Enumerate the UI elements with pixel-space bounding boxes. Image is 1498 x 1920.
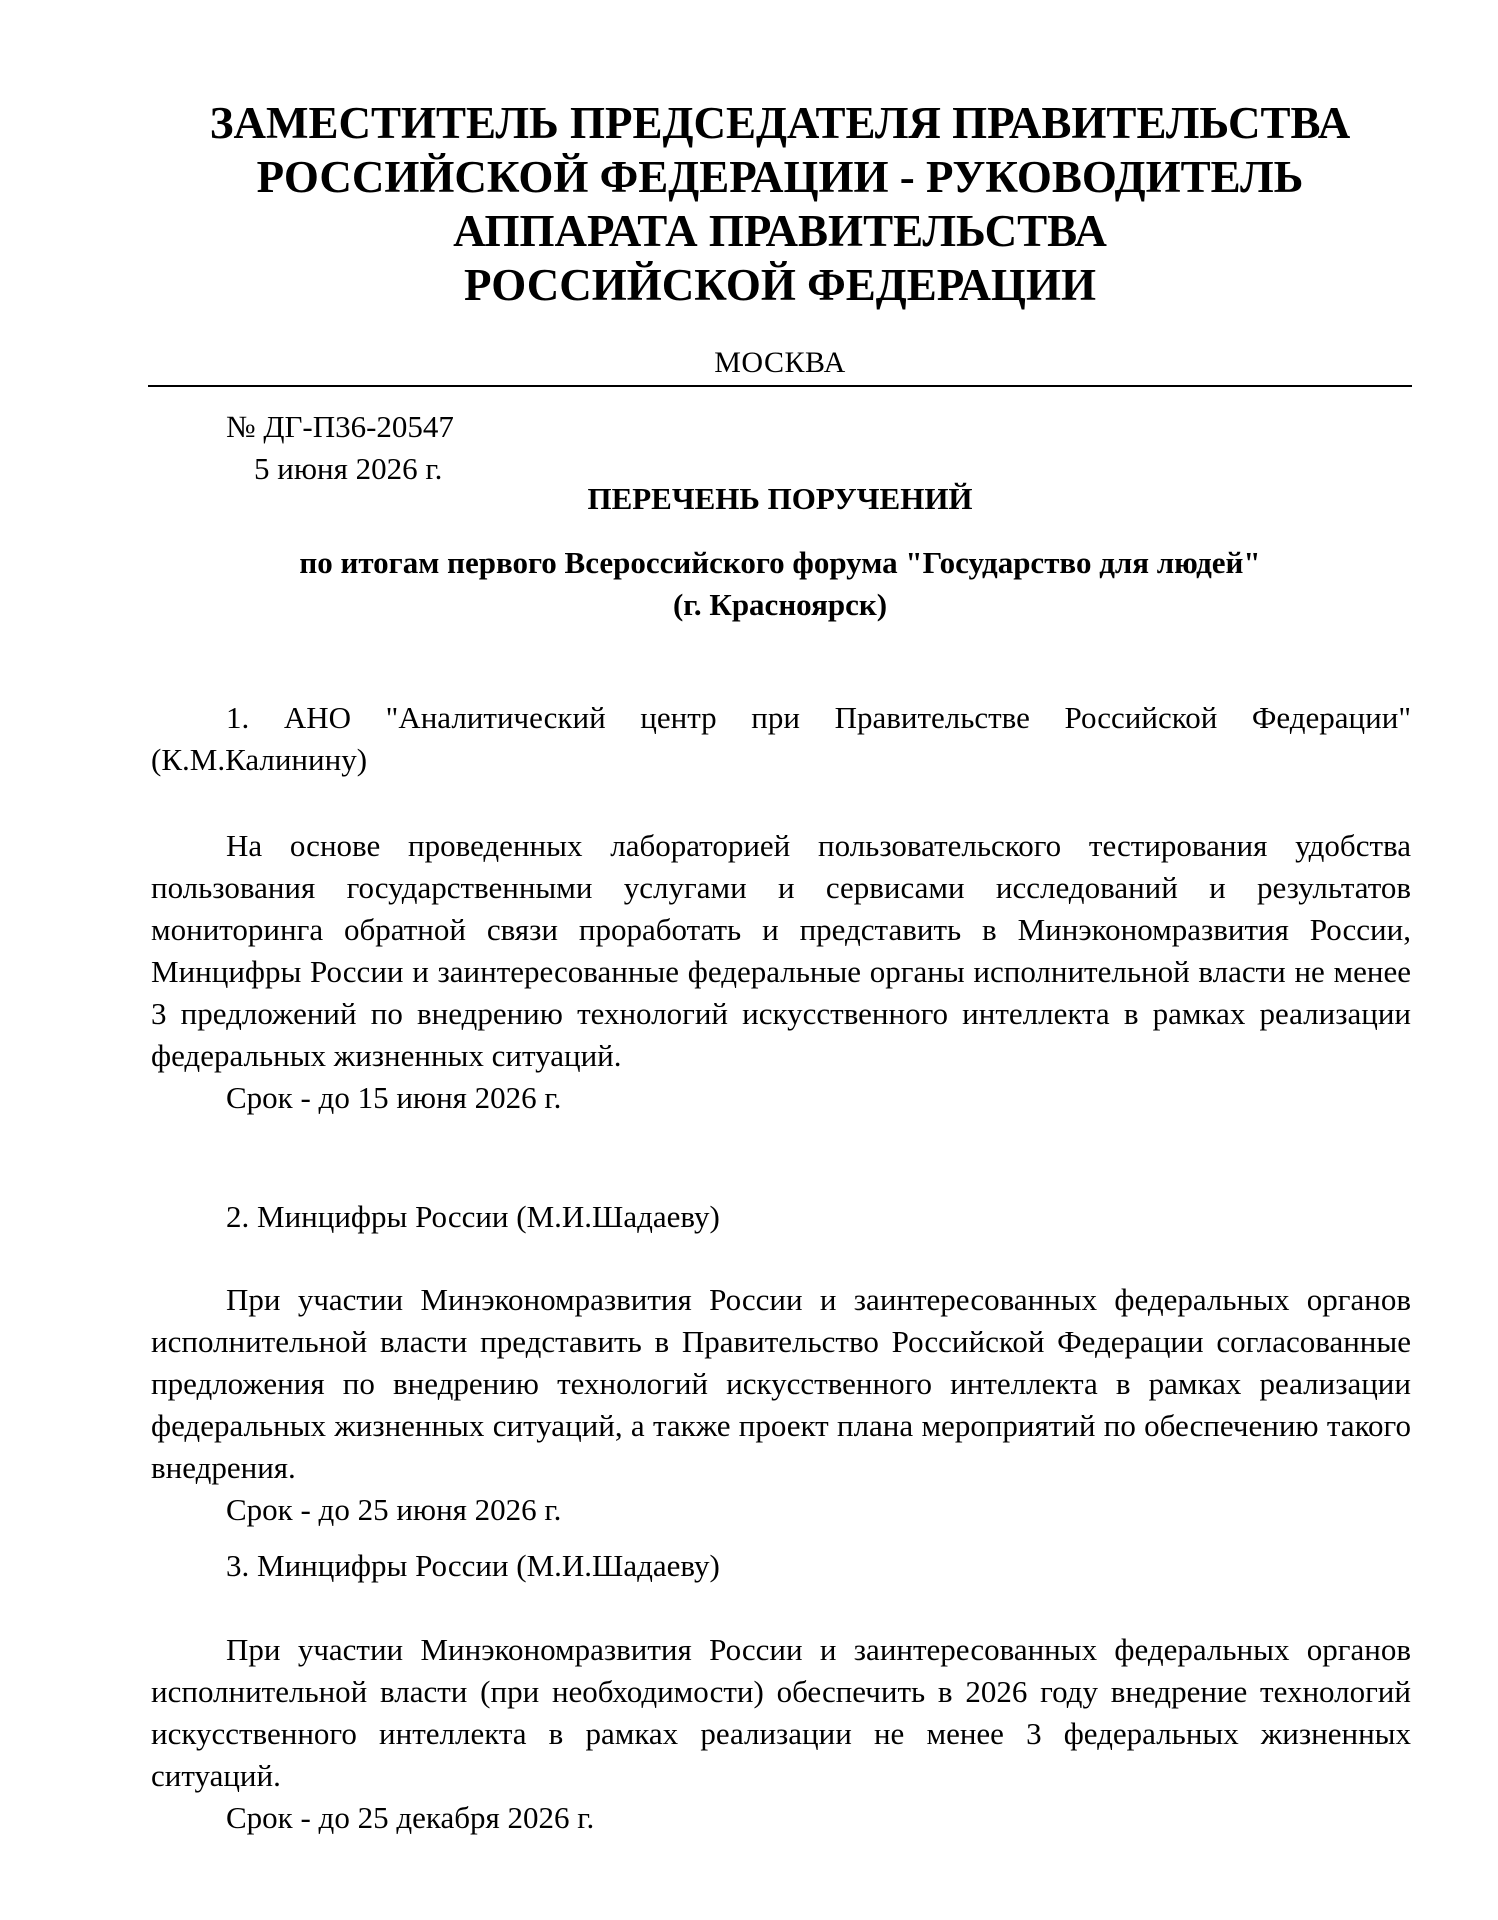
item-3-body bbox=[151, 1629, 1411, 1839]
issuer-header-line: РОССИЙСКОЙ ФЕДЕРАЦИИ - РУКОВОДИТЕЛЬ bbox=[256, 152, 1304, 202]
item-assignee: 3. Минцифры России (М.И.Шадаеву) bbox=[226, 1548, 720, 1583]
item-text: На основе проведенных лабораторией пользовательского тестирования удобства пользования государственными услугами и сервисами исследований и результатов мониторинга обратной связи проработать и представить в Минэкономразвития России, Минцифры России и заинтересованные федеральные органы исполнительной власти не менее 3 предложений по внедрению технологий искусственного интеллекта в рамках реализации федеральных жизненных ситуаций. bbox=[151, 828, 1411, 1073]
item-assignee: 2. Минцифры России (М.И.Шадаеву) bbox=[226, 1199, 720, 1234]
item-assignee: 1. АНО "Аналитический центр при Правительстве Российской Федерации" (К.М.Калинину) bbox=[151, 700, 1411, 777]
item-text: При участии Минэкономразвития России и заинтересованных федеральных органов исполнительной власти представить в Правительство Российской Федерации согласованные предложения по внедрению технологий искусственного интеллекта в рамках реализации федеральных жизненных ситуаций, а также проект плана мероприятий по обеспечению такого внедрения. bbox=[151, 1282, 1411, 1485]
document-title: ПЕРЕЧЕНЬ ПОРУЧЕНИЙ bbox=[587, 481, 973, 516]
item-2-assignee-block bbox=[151, 1196, 1411, 1238]
city-label: МОСКВА bbox=[714, 346, 846, 379]
document-number: № ДГ-П36-20547 bbox=[226, 409, 454, 444]
header-divider bbox=[148, 385, 1412, 387]
issuer-header-line: ЗАМЕСТИТЕЛЬ ПРЕДСЕДАТЕЛЯ ПРАВИТЕЛЬСТВА bbox=[209, 98, 1351, 148]
item-3-assignee-block bbox=[151, 1545, 1411, 1587]
item-1-body bbox=[151, 825, 1411, 1119]
item-text: При участии Минэкономразвития России и заинтересованных федеральных органов исполнительной власти (при необходимости) обеспечить в 2026 году внедрение технологий искусственного интеллекта в рамках реализации не менее 3 федеральных жизненных ситуаций. bbox=[151, 1632, 1411, 1793]
document-subtitle-line: по итогам первого Всероссийского форума "Государство для людей" bbox=[299, 545, 1261, 580]
issuer-header-line: РОССИЙСКОЙ ФЕДЕРАЦИИ bbox=[464, 260, 1096, 310]
item-deadline: Срок - до 15 июня 2026 г. bbox=[226, 1080, 562, 1115]
document-subtitle bbox=[100, 542, 1460, 626]
document-date: 5 июня 2026 г. bbox=[254, 451, 443, 486]
item-deadline: Срок - до 25 декабря 2026 г. bbox=[226, 1800, 595, 1835]
issuer-header-line: АППАРАТА ПРАВИТЕЛЬСТВА bbox=[453, 206, 1107, 256]
item-1-assignee-block bbox=[151, 697, 1411, 781]
item-2-body bbox=[151, 1279, 1411, 1531]
item-deadline: Срок - до 25 июня 2026 г. bbox=[226, 1492, 562, 1527]
issuer-header bbox=[100, 96, 1460, 312]
document-subtitle-line: (г. Красноярск) bbox=[672, 587, 888, 622]
